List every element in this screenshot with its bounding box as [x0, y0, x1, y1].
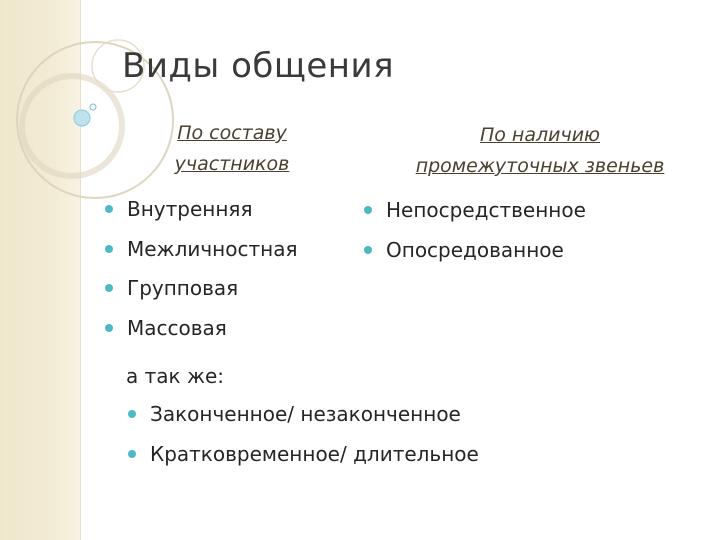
- list-item-text: Законченное/ незаконченное: [150, 402, 461, 426]
- list-item: [103, 314, 298, 354]
- list-item-text: Непосредственное: [386, 198, 586, 222]
- bullet-icon: [364, 246, 372, 254]
- column-heading-intermediaries: [375, 120, 705, 182]
- column-heading-line: По наличию: [479, 124, 601, 146]
- list-item: [103, 274, 298, 314]
- list-item-text: Опосредованное: [386, 237, 564, 262]
- column-heading-line: По составу: [177, 122, 287, 144]
- also-list: [126, 400, 479, 479]
- list-item-text: Групповая: [127, 276, 239, 300]
- slide-title: Виды общения: [122, 46, 395, 86]
- list-item-text: Межличностная: [127, 236, 298, 261]
- column-heading-line: участников: [174, 153, 290, 175]
- bullet-icon: [128, 410, 136, 418]
- list-item-text: Массовая: [127, 315, 227, 340]
- also-label: а так же:: [126, 364, 225, 388]
- bullet-icon: [128, 450, 136, 458]
- column-heading-composition: [132, 118, 332, 180]
- list-item: [126, 440, 479, 480]
- list-item-text: Кратковременное/ длительное: [150, 441, 479, 466]
- bullet-icon: [105, 245, 113, 253]
- list-item-text: Внутренняя: [127, 197, 253, 221]
- list-item: [103, 235, 298, 275]
- bullet-icon: [364, 206, 372, 214]
- composition-list: [103, 195, 298, 353]
- list-item: [362, 236, 586, 276]
- list-item: [103, 195, 298, 235]
- list-item: [126, 400, 479, 440]
- intermediaries-list: [362, 196, 586, 275]
- bullet-icon: [105, 324, 113, 332]
- bullet-icon: [105, 205, 113, 213]
- list-item: [362, 196, 586, 236]
- bullet-icon: [105, 284, 113, 292]
- column-heading-line: промежуточных звеньев: [415, 155, 665, 177]
